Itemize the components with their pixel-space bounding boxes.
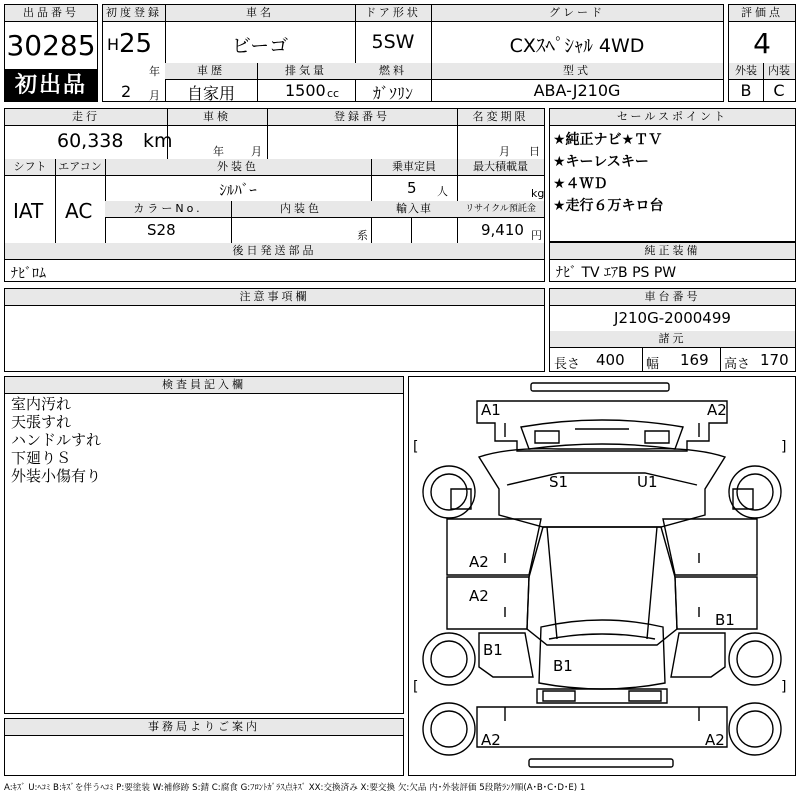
reg-no-label: 登録番号 xyxy=(267,109,457,126)
bracket-right: ] xyxy=(781,679,787,695)
chassis-box xyxy=(549,288,796,372)
score-box xyxy=(728,4,796,102)
exterior-grade: B xyxy=(740,81,752,100)
capacity: 5 xyxy=(407,179,417,197)
transfer-day-unit: 日 xyxy=(529,145,540,158)
inspector-line: 天張すれ xyxy=(11,413,72,431)
equipment-label: 純正装備 xyxy=(550,243,795,260)
reg-month: 2 xyxy=(121,82,132,101)
parts: ﾅﾋﾞﾛﾑ xyxy=(11,266,46,282)
damage-mark: S1 xyxy=(549,473,569,491)
office-box xyxy=(4,718,404,776)
capacity-label: 乗車定員 xyxy=(371,159,457,176)
door-type: 5SW xyxy=(371,31,415,53)
height: 170 xyxy=(760,351,789,369)
ac: AC xyxy=(65,199,93,223)
transfer-label: 名変期限 xyxy=(457,109,544,126)
inspector-line: 下廻りＳ xyxy=(11,449,72,467)
inspection-label: 車検 xyxy=(167,109,267,126)
import-label: 輸入車 xyxy=(371,201,457,218)
sales-points-list xyxy=(553,129,664,217)
damage-mark: B1 xyxy=(483,641,503,659)
equipment-box xyxy=(549,242,796,282)
damage-mark: A2 xyxy=(481,731,501,749)
sales-point-item: ★走行６万キロ台 xyxy=(553,198,664,214)
color-no-label: カラーNo. xyxy=(105,201,231,218)
chassis-number: J210G-2000499 xyxy=(614,309,731,327)
lot-box xyxy=(4,4,98,102)
car-name: ビーゴ xyxy=(231,35,289,57)
legend: A:ｷｽﾞ U:ﾍｺﾐ B:ｷｽﾞを伴うﾍｺﾐ P:要塗装 W:補修跡 S:錆 C:腐食 G:ﾌﾛﾝﾄｶﾞﾗｽ点ｷｽﾞ XX:交換済み X:要交換 欠:欠品 内･外装評価 5段階ﾗﾝｸ順(A･B･C･D･E) 1 xyxy=(4,783,586,793)
insp-year-unit: 年 xyxy=(213,145,224,158)
inspector-label: 検査員記入欄 xyxy=(5,377,403,394)
bracket-left: [ xyxy=(413,679,419,695)
sales-points-label: セールスポイント xyxy=(550,109,795,126)
header-box xyxy=(102,4,724,102)
grade-label: グレード xyxy=(431,5,723,22)
lot-number: 30285 xyxy=(6,29,96,62)
details-box xyxy=(4,108,545,282)
sales-point-item: ★４ＷＤ xyxy=(553,176,608,192)
kg-unit: kg xyxy=(531,187,545,200)
chassis-label: 車台番号 xyxy=(550,289,795,306)
office-label: 事務局よりご案内 xyxy=(5,719,403,736)
insp-month-unit: 月 xyxy=(251,145,262,158)
damage-mark: A1 xyxy=(481,401,501,419)
damage-mark: A2 xyxy=(469,553,489,571)
recycle-fee: 9,410 xyxy=(481,221,524,239)
ext-color-label: 外装色 xyxy=(105,159,371,176)
damage-mark: A2 xyxy=(707,401,727,419)
notes-label: 注意事項欄 xyxy=(5,289,544,306)
length-label: 長さ xyxy=(554,357,581,372)
damage-mark: A2 xyxy=(469,587,489,605)
model-code: ABA-J210G xyxy=(533,81,621,100)
interior-grade: C xyxy=(773,81,785,100)
recycle-label: リサイクル預託金 xyxy=(457,201,544,218)
inspector-box xyxy=(4,376,404,714)
dims-label: 諸元 xyxy=(550,331,795,348)
car-name-label: 車名 xyxy=(165,5,355,22)
mileage: 60,338 xyxy=(57,130,124,152)
height-label: 高さ xyxy=(724,357,751,372)
year-unit: 年 xyxy=(149,65,160,78)
displacement: 1500 xyxy=(285,81,326,100)
inspector-lines xyxy=(11,395,101,485)
damage-mark: B1 xyxy=(715,611,735,629)
sales-points-box xyxy=(549,108,796,242)
notes-box xyxy=(4,288,545,372)
sales-point-item: ★純正ナビ★ＴＶ xyxy=(553,132,663,148)
inspector-line: 外装小傷有り xyxy=(11,467,102,485)
history-label: 車歴 xyxy=(165,63,257,80)
door-label: ドア形状 xyxy=(355,5,431,22)
displacement-label: 排気量 xyxy=(257,63,355,80)
shift: IAT xyxy=(13,199,44,223)
era: H xyxy=(107,35,120,54)
month-unit: 月 xyxy=(149,89,160,102)
ext-color: ｼﾙﾊﾞｰ xyxy=(219,181,257,199)
bracket-left: [ xyxy=(413,439,419,455)
person-unit: 人 xyxy=(437,185,448,198)
parts-label: 後日発送部品 xyxy=(5,243,544,260)
color-no: S28 xyxy=(147,221,176,239)
history: 自家用 xyxy=(186,84,235,103)
interior-label: 内装 xyxy=(763,63,795,80)
inspector-line: 室内汚れ xyxy=(11,395,72,413)
first-listing-badge: 初出品 xyxy=(5,69,97,102)
km-unit: km xyxy=(143,130,173,152)
yen-unit: 円 xyxy=(531,229,542,242)
int-color-label: 内装色 xyxy=(231,201,371,218)
int-color-unit: 系 xyxy=(357,229,368,242)
fuel-label: 燃料 xyxy=(355,63,431,80)
inspector-line: ハンドルすれ xyxy=(11,431,102,449)
cc-unit: cc xyxy=(327,87,340,100)
equipment-value: ﾅﾋﾞ TV ｴｱB PS PW xyxy=(556,265,677,281)
transfer-month-unit: 月 xyxy=(499,145,510,158)
load-label: 最大積載量 xyxy=(457,159,544,176)
reg-year: 25 xyxy=(119,29,153,59)
bracket-right: ] xyxy=(781,439,787,455)
sales-point-item: ★キーレスキー xyxy=(553,154,649,170)
grade: CXｽﾍﾟｼｬﾙ 4WD xyxy=(509,35,645,57)
damage-mark: A2 xyxy=(705,731,725,749)
length: 400 xyxy=(596,351,625,369)
model-label: 型式 xyxy=(431,63,723,80)
fuel: ｶﾞｿﾘﾝ xyxy=(372,84,413,103)
ac-label: エアコン xyxy=(55,159,105,176)
shift-label: シフト xyxy=(5,159,55,176)
exterior-label: 外装 xyxy=(729,63,763,80)
score: 4 xyxy=(753,27,771,60)
width-label: 幅 xyxy=(646,357,660,372)
damage-mark: U1 xyxy=(637,473,658,491)
score-label: 評価点 xyxy=(729,5,795,22)
car-diagram-box xyxy=(408,376,796,776)
lot-label: 出品番号 xyxy=(5,5,97,22)
damage-mark: B1 xyxy=(553,657,573,675)
first-reg-label: 初度登録 xyxy=(103,5,165,22)
mileage-label: 走行 xyxy=(5,109,167,126)
car-diagram xyxy=(409,377,795,775)
width: 169 xyxy=(680,351,709,369)
